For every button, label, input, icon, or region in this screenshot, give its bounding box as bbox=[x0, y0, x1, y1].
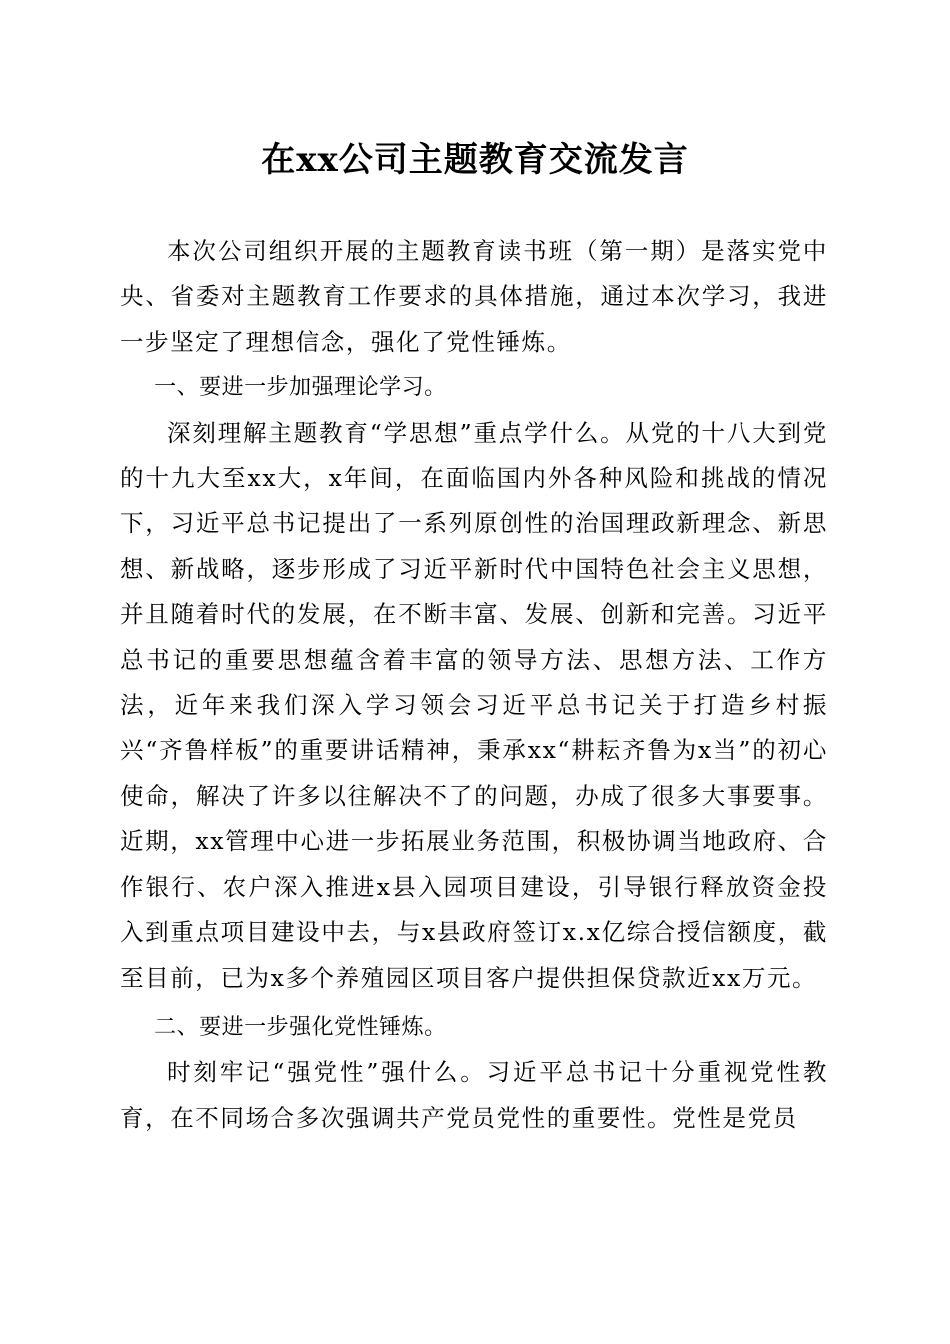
intro-paragraph: 本次公司组织开展的主题教育读书班（第一期）是落实党中央、省委对主题教育工作要求的具体措施，通过本次学习，我进一步坚定了理想信念，强化了党性锤炼。 bbox=[120, 237, 828, 356]
section-2-heading: 二、要进一步强化党性锤炼。 bbox=[154, 1014, 447, 1040]
document-body bbox=[120, 229, 828, 1141]
section-1-paragraph: 深刻理解主题教育“学思想”重点学什么。从党的十八大到党的十九大至xx大，x年间，在面临国内外各种风险和挑战的情况下，习近平总书记提出了一系列原创性的治国理政新理念、新思想、新战略，逐步形成了习近平新时代中国特色社会主义思想，并且随着时代的发展，在不断丰富、发展、创新和完善。习近平总书记的重要思想蕴含着丰富的领导方法、思想方法、工作方法，近年来我们深入学习领会习近平总书记关于打造乡村振兴“齐鲁样板”的重要讲话精神，秉承xx“耕耘齐鲁为x当”的初心使命，解决了许多以往解决不了的问题，办成了很多大事要事。近期，xx管理中心进一步拓展业务范围，积极协调当地政府、合作银行、农户深入推进x县入园项目建设，引导银行释放资金投入到重点项目建设中去，与x县政府签订x.x亿综合授信额度，截至目前，已为x多个养殖园区项目客户提供担保贷款近xx万元。 bbox=[120, 418, 828, 992]
section-2-paragraph: 时刻牢记“强党性”强什么。习近平总书记十分重视党性教育，在不同场合多次强调共产党员党性的重要性。党性是党员 bbox=[120, 1058, 828, 1132]
section-1-heading: 一、要进一步加强理论学习。 bbox=[154, 375, 447, 401]
document-title: 在xx公司主题教育交流发言 bbox=[261, 140, 689, 180]
